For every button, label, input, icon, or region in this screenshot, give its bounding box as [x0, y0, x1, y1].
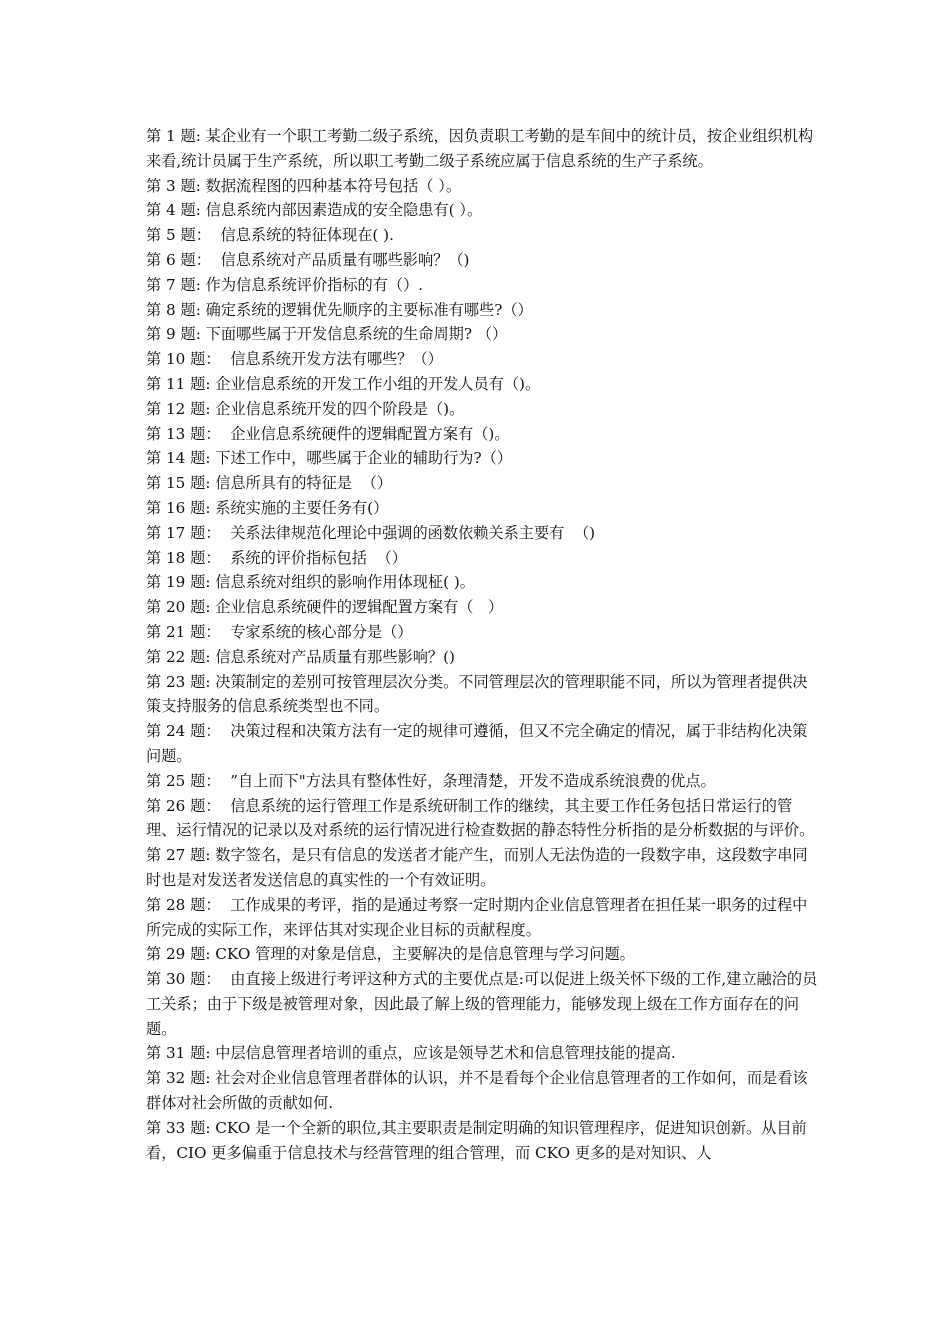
question-number: 第 18 题：: [146, 548, 221, 567]
question-item: [146, 198, 822, 223]
question-item: [146, 422, 822, 447]
question-item: [146, 893, 822, 943]
question-item: [146, 347, 822, 372]
question-number: 第 1 题:: [146, 127, 201, 145]
question-item: [146, 570, 822, 595]
question-text: 某企业有一个职工考勤二级子系统，因负责职工考勤的是车间中的统计员，按企业组织机构来看,统计员属于生产系统，所以职工考勤二级子系统应属于信息系统的生产子系统。: [146, 127, 814, 170]
question-item: [146, 372, 822, 397]
question-item: [146, 967, 822, 1041]
question-number: 第 4 题:: [146, 201, 201, 220]
question-text: 决策过程和决策方法有一定的规律可遵循，但又不完全确定的情况，属于非结构化决策问题。: [146, 722, 808, 765]
question-text: 系统实施的主要任务有(）: [210, 498, 389, 517]
question-item: [146, 1116, 822, 1166]
question-text: ”自上而下"方法具有整体性好，条理清楚，开发不造成系统浪费的优点。: [220, 771, 716, 790]
question-number: 第 28 题：: [146, 895, 221, 914]
question-number: 第 7 题:: [146, 275, 201, 294]
question-item: [146, 273, 822, 298]
question-number: 第 26 题：: [146, 796, 221, 815]
question-item: [146, 670, 822, 720]
question-item: [146, 298, 822, 323]
question-item: [146, 1041, 822, 1066]
question-number: 第 24 题：: [146, 722, 221, 741]
question-text: 系统的评价指标包括 （）: [220, 548, 407, 567]
question-text: 信息系统对产品质量有哪些影响？（): [210, 250, 470, 269]
question-text: 信息系统的运行管理工作是系统研制工作的继续，其主要工作任务包括日常运行的管理、运行情况的记录以及对系统的运行情况进行检查数据的静态特性分析指的是分析数据的与评价。: [146, 796, 815, 840]
question-text: 中层信息管理者培训的重点，应该是领导艺术和信息管理技能的提高.: [210, 1044, 676, 1063]
question-item: [146, 248, 822, 273]
question-item: [146, 471, 822, 496]
document-body: [146, 124, 822, 1165]
question-number: 第 14 题:: [146, 449, 211, 468]
question-text: 数字签名，是只有信息的发送者才能产生，而别人无法伪造的一段数字串，这段数字串同时也是对发送者发送信息的真实性的一个有效证明。: [146, 846, 808, 889]
question-number: 第 17 题：: [146, 523, 221, 542]
question-item: [146, 794, 822, 844]
question-item: [146, 620, 822, 645]
question-text: 工作成果的考评，指的是通过考察一定时期内企业信息管理者在担任某一职务的过程中所完成的实际工作，来评估其对实现企业目标的贡献程度。: [146, 895, 808, 939]
question-number: 第 27 题:: [146, 846, 211, 865]
question-number: 第 25 题：: [146, 771, 221, 790]
question-number: 第 32 题:: [146, 1069, 211, 1088]
question-number: 第 19 题:: [146, 573, 211, 592]
question-text: 由直接上级进行考评这种方式的主要优点是:可以促进上级关怀下级的工作,建立融洽的员工关系；由于下级是被管理对象，因此最了解上级的管理能力，能够发现上级在工作方面存在的问题。: [146, 970, 818, 1038]
question-number: 第 9 题:: [146, 325, 201, 344]
question-text: 信息所具有的特征是 （）: [210, 474, 393, 493]
question-number: 第 13 题：: [146, 424, 221, 443]
question-number: 第 22 题:: [146, 647, 211, 666]
question-item: [146, 843, 822, 893]
question-item: [146, 769, 822, 794]
question-number: 第 3 题:: [146, 176, 201, 195]
question-number: 第 15 题:: [146, 474, 211, 493]
question-text: CKO 是一个全新的职位,其主要职责是制定明确的知识管理程序，促进知识创新。从目前看，CIO 更多偏重于信息技术与经营管理的组合管理，而 CKO 更多的是对知识、人: [146, 1118, 807, 1162]
question-number: 第 31 题:: [146, 1044, 211, 1063]
question-item: [146, 1066, 822, 1116]
question-number: 第 6 题：: [146, 250, 211, 269]
question-text: 信息系统对产品质量有那些影响？(): [210, 647, 455, 666]
question-text: 信息系统内部因素造成的安全隐患有( ）。: [200, 201, 483, 220]
question-item: [146, 719, 822, 769]
question-number: 第 21 题：: [146, 622, 221, 641]
question-number: 第 29 题:: [146, 945, 211, 964]
question-text: 下面哪些属于开发信息系统的生命周期? （）: [200, 325, 508, 344]
question-text: 信息系统开发方法有哪些？（）: [220, 350, 443, 369]
question-text: 数据流程图的四种基本符号包括（ ）。: [200, 176, 462, 195]
question-number: 第 5 题：: [146, 226, 211, 245]
question-number: 第 12 题:: [146, 399, 211, 418]
question-number: 第 33 题:: [146, 1118, 211, 1137]
question-text: 决策制定的差别可按管理层次分类。不同管理层次的管理职能不同，所以为管理者提供决策支持服务的信息系统类型也不同。: [146, 672, 808, 716]
question-text: 信息系统的特征体现在( ).: [210, 226, 394, 245]
question-text: 社会对企业信息管理者群体的认识，并不是看每个企业信息管理者的工作如何，而是看该群体对社会所做的贡献如何.: [146, 1069, 808, 1113]
question-item: [146, 942, 822, 967]
question-text: 作为信息系统评价指标的有（）.: [200, 275, 424, 294]
question-number: 第 20 题:: [146, 598, 211, 617]
question-text: 下述工作中，哪些属于企业的辅助行为?（）: [210, 449, 513, 468]
question-number: 第 8 题:: [146, 300, 201, 319]
question-item: [146, 322, 822, 347]
question-number: 第 23 题:: [146, 672, 211, 691]
question-number: 第 10 题：: [146, 350, 221, 369]
question-number: 第 30 题：: [146, 970, 221, 989]
question-item: [146, 546, 822, 571]
question-text: 企业信息系统的开发工作小组的开发人员有（)。: [210, 374, 541, 393]
question-text: 企业信息系统开发的四个阶段是（)。: [210, 399, 465, 418]
question-text: 信息系统对组织的影响作用体现柾( )。: [210, 573, 475, 592]
question-number: 第 11 题:: [146, 374, 211, 393]
question-text: 专家系统的核心部分是（）: [220, 622, 413, 641]
question-text: 关系法律规范化理论中强调的函数依赖关系主要有 （): [220, 523, 596, 542]
question-text: 确定系统的逻辑优先顺序的主要标准有哪些?（）: [200, 300, 533, 319]
question-item: [146, 446, 822, 471]
question-text: 企业信息系统硬件的逻辑配置方案有（ ）: [210, 598, 504, 617]
question-item: [146, 397, 822, 422]
question-item: [146, 496, 822, 521]
question-item: [146, 124, 822, 174]
question-item: [146, 521, 822, 546]
question-item: [146, 174, 822, 199]
question-number: 第 16 题:: [146, 498, 211, 517]
question-text: 企业信息系统硬件的逻辑配置方案有（)。: [220, 424, 510, 443]
question-item: [146, 223, 822, 248]
question-item: [146, 595, 822, 620]
question-text: CKO 管理的对象是信息，主要解决的是信息管理与学习问题。: [210, 945, 635, 964]
question-item: [146, 645, 822, 670]
